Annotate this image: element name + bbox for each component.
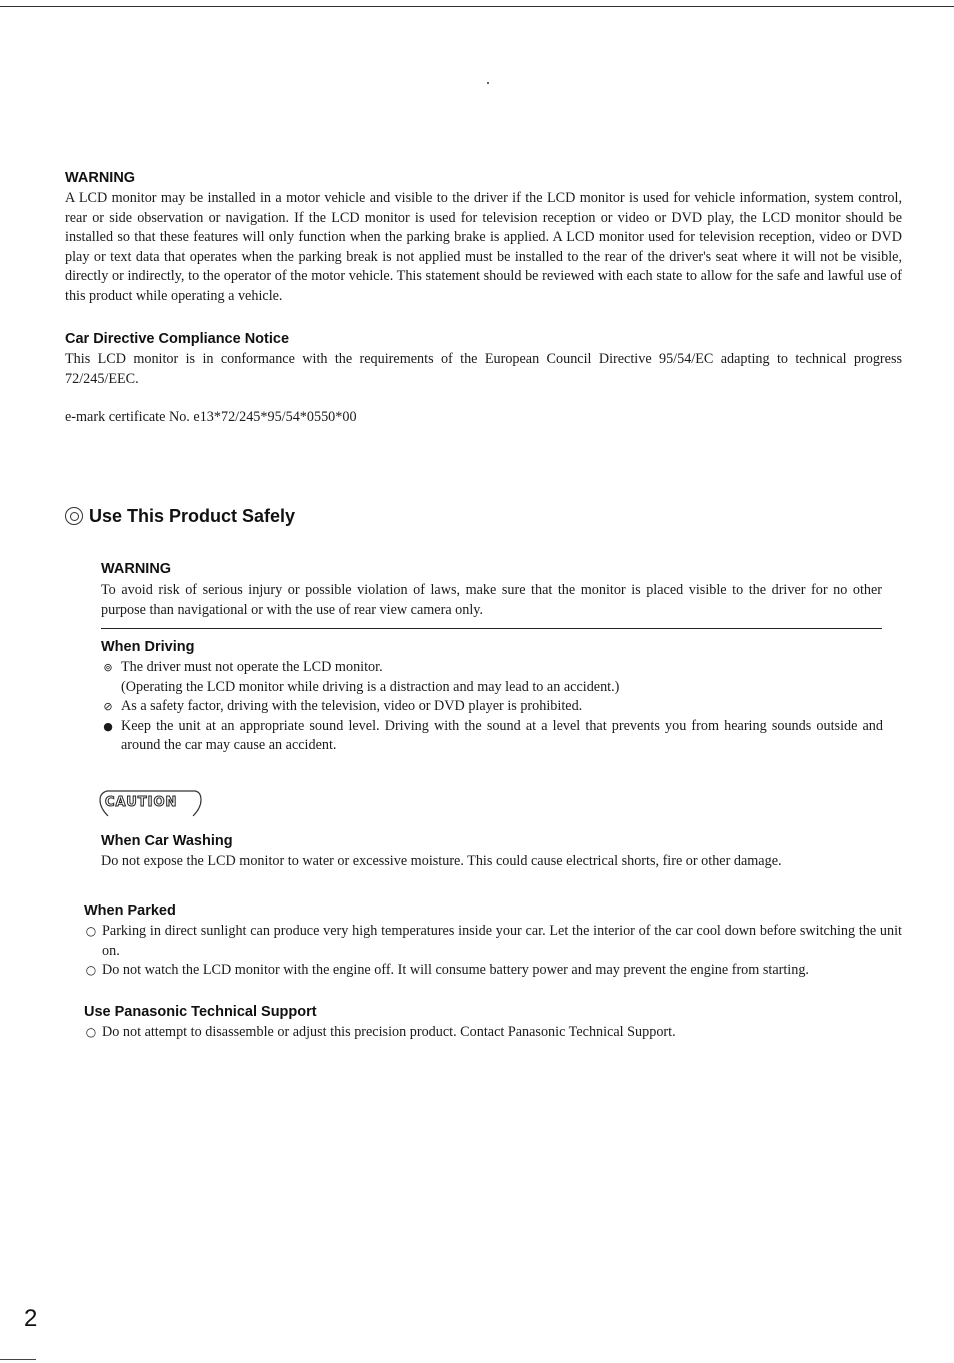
circle-bullet-icon — [65, 507, 83, 525]
list-item — [101, 658, 883, 697]
warning-heading: WARNING — [65, 170, 136, 186]
when-parked-list — [84, 922, 902, 981]
filled-circle-icon: ● — [103, 719, 113, 733]
list-item — [84, 1023, 902, 1043]
caution-label: CAUTION — [105, 795, 178, 810]
section-divider — [101, 628, 882, 629]
support-heading: Use Panasonic Technical Support — [84, 1004, 317, 1020]
list-item-text: As a safety factor, driving with the television, video or DVD player is prohibited. — [121, 698, 583, 715]
list-item-text: The driver must not operate the LCD monitor. — [121, 659, 383, 675]
compliance-heading: Car Directive Compliance Notice — [65, 331, 290, 347]
list-item-text: Do not attempt to disassemble or adjust this precision product. Contact Panasonic Technical Support. — [102, 1024, 676, 1040]
when-driving-list — [101, 658, 883, 756]
bottom-rule — [0, 1359, 36, 1360]
list-item — [84, 922, 902, 961]
support-list — [84, 1023, 902, 1043]
list-item-text: Keep the unit at an appropriate sound level. Driving with the sound at a level that prevents you from hearing sounds outside and around the car may cause an accident. — [121, 717, 883, 754]
hollow-circle-icon: ○ — [85, 963, 97, 978]
compliance-body: This LCD monitor is in conformance with the requirements of the European Council Directive 95/54/EC adapting to technical progress 72/245/EEC. — [65, 351, 902, 387]
caution-badge — [97, 788, 205, 822]
emark-certificate: e-mark certificate No. e13*72/245*95/54*0550*00 — [65, 409, 357, 425]
hollow-circle-icon: ○ — [85, 924, 97, 938]
when-parked-heading: When Parked — [84, 903, 176, 919]
stray-dot — [487, 82, 489, 84]
safety-warning-heading: WARNING — [101, 561, 172, 577]
list-item-subtext: (Operating the LCD monitor while driving is a distraction and may lead to an accident.) — [121, 678, 620, 695]
list-item — [101, 697, 883, 717]
list-item-text: Do not watch the LCD monitor with the engine off. It will consume battery power and may prevent the engine from starting. — [102, 962, 809, 979]
list-item — [101, 717, 883, 756]
warning-body: A LCD monitor may be installed in a motor vehicle and visible to the driver if the LCD monitor is used for vehicle information, system control, rear or side observation or navigation. If the LCD monitor is used for television reception or video or DVD play, the LCD monitor should be installed so that these features will only function when the parking brake is applied. A LCD monitor used for television reception, video or DVD play or text data that operates when the parking break is not applied must be installed to the rear of the driver's seat where it will not be visible, directly or indirectly, to the operator of the motor vehicle. This statement should be reviewed with each state to allow for the safe and lawful use of this product while operating a vehicle. — [65, 190, 902, 304]
car-washing-body: Do not expose the LCD monitor to water or excessive moisture. This could cause electrical shorts, fire or other damage. — [101, 853, 782, 869]
page-number: 2 — [24, 1305, 38, 1332]
no-entry-icon: ⊘ — [103, 700, 113, 714]
no-entry-icon: ⊚ — [103, 661, 113, 674]
list-item — [84, 961, 902, 981]
hollow-circle-icon: ○ — [85, 1025, 97, 1039]
section-title-text: Use This Product Safely — [89, 506, 296, 526]
when-driving-heading: When Driving — [101, 639, 195, 655]
top-rule — [0, 6, 954, 7]
section-title — [65, 506, 295, 527]
list-item-text: Parking in direct sunlight can produce very high temperatures inside your car. Let the interior of the car cool down before switching the unit on. — [102, 923, 902, 959]
car-washing-heading: When Car Washing — [101, 833, 233, 849]
safety-warning-body: To avoid risk of serious injury or possible violation of laws, make sure that the monitor is placed visible to the driver for no other purpose than navigational or with the use of rear view camera only. — [101, 582, 882, 618]
